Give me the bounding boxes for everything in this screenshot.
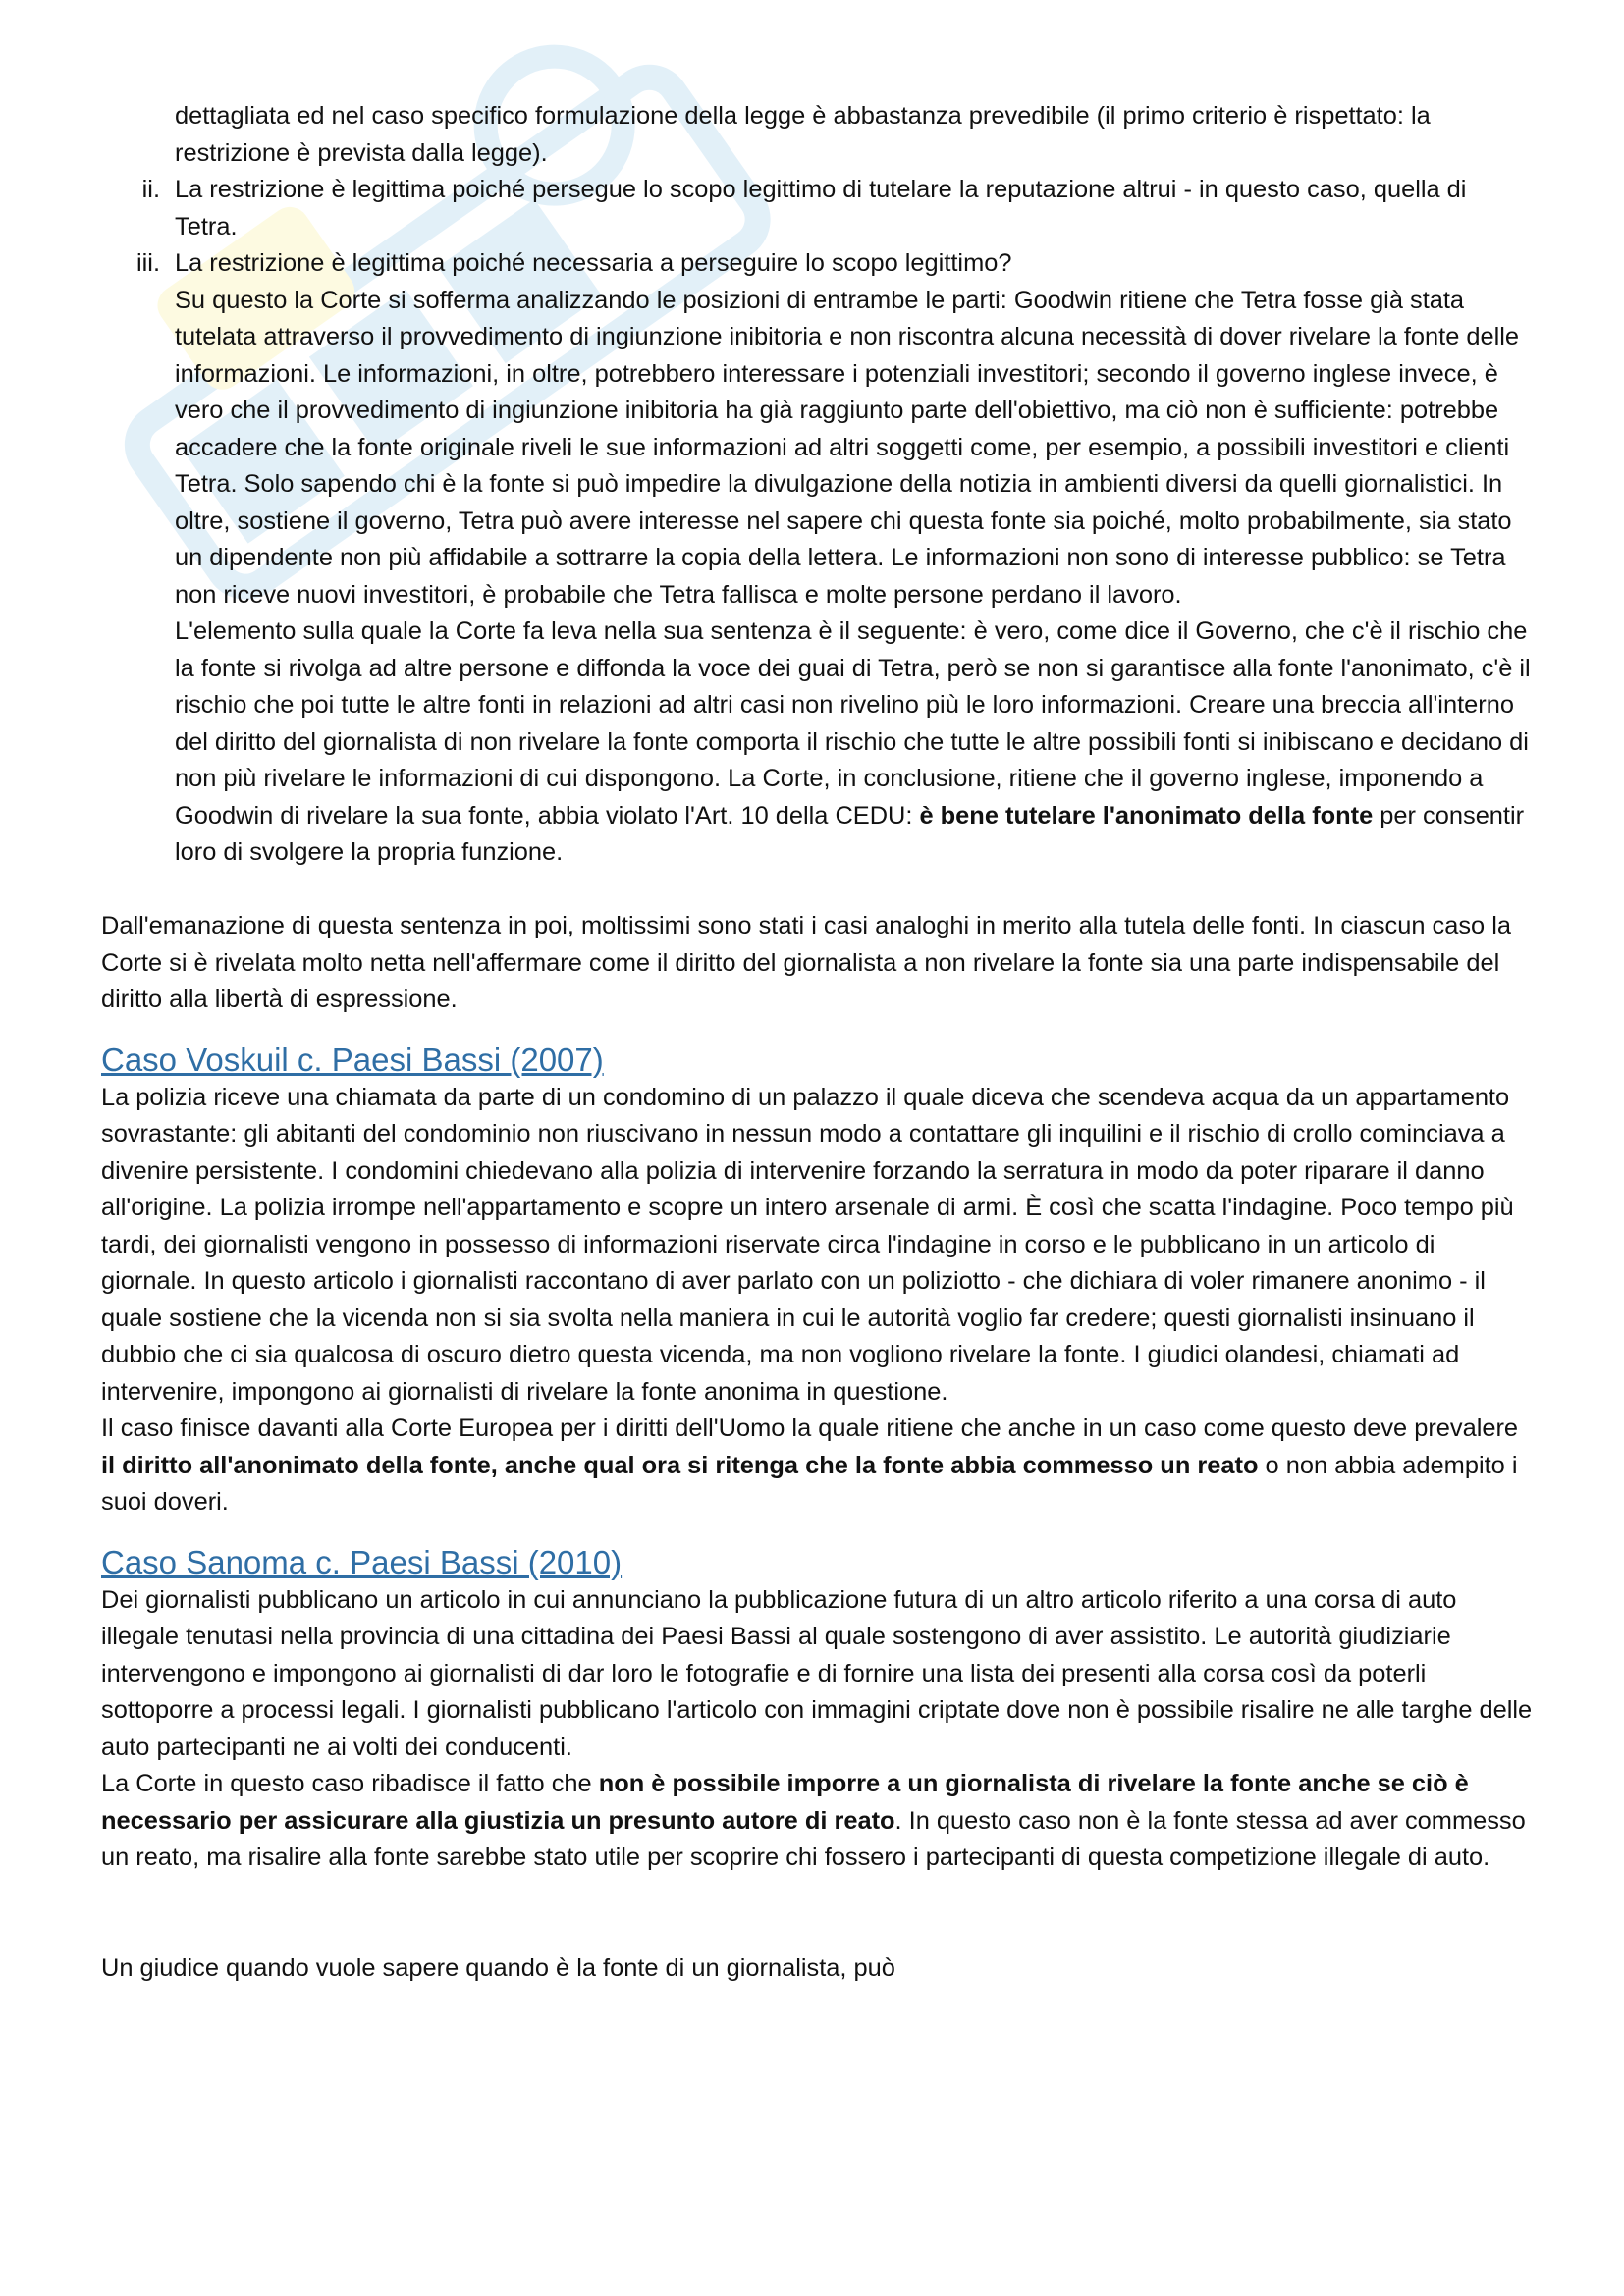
list-text: La restrizione è legittima poiché persegue lo scopo legittimo di tutelare la reputazione altrui - in questo caso, quella di Tetra. — [175, 176, 1467, 240]
closing-line: Un giudice quando vuole sapere quando è la fonte di un giornalista, può — [101, 1953, 895, 1982]
bold-statement: è bene tutelare l'anonimato della fonte — [919, 801, 1374, 829]
voskuil-paragraph-1: La polizia riceve una chiamata da parte di un condomino di un palazzo il quale diceva che scendeva acqua da un appartamento sovrastante: gli abitanti del condominio non riuscivano in nessun modo a contattare gli inquilini e il rischio di crollo cominciava a divenire persistente. I condomini chiedevano alla polizia di intervenire forzando la serratura in modo da poter riparare il danno all'origine. La polizia irrompe nell'appartamento e scopre un intero arsenale di armi. È così che scatta l'indagine. Poco tempo più tardi, dei giornalisti vengono in possesso di informazioni riservate circa l'indagine in corso e le pubblicano in un articolo di giornale. In questo articolo i giornalisti raccontano di aver parlato con un poliziotto - che dichiara di voler rimanere anonimo - il quale sostiene che la vicenda non si sia svolta nella maniera in cui le autorità voglio far credere; questi giornalisti insinuano il dubbio che ci sia qualcosa di oscuro dietro questa vicenda, ma non vogliono rivelare la fonte. I giudici olandesi, chiamati ad intervenire, impongono ai giornalisti di rivelare la fonte anonima in questione. — [101, 1083, 1514, 1406]
bold-statement: il diritto all'anonimato della fonte, anche qual ora si ritenga che la fonte abbia commesso un reato — [101, 1451, 1259, 1479]
text-segment: per consentir loro di svolgere la propria funzione. — [175, 801, 1525, 866]
text-segment: . In questo caso non è la fonte stessa ad aver commesso un reato, ma risalire alla fonte sarebbe stato utile per scoprire chi fossero i partecipanti di questa competizione illegale di auto. — [101, 1806, 1526, 1871]
list-number: iii. — [136, 249, 160, 277]
voskuil-paragraph-2 — [101, 1411, 1535, 1522]
sanoma-paragraph-1: Dei giornalisti pubblicano un articolo in cui annunciano la pubblicazione futura di un altro articolo riferito a una corsa di auto illegale tenutasi nella provincia di una cittadina dei Paesi Bassi al quale sostengono di aver assistito. Le autorità giudiziarie intervengono e impongono ai giornalisti di dar loro le fotografie e di fornire una lista dei presenti alla corsa così da poterli sottoporre a processi legali. I giornalisti pubblicano l'articolo con immagini criptate dove non è possibile risalire ne alle targhe delle auto partecipanti ne ai volti dei conducenti. — [101, 1585, 1533, 1761]
heading-sanoma: Caso Sanoma c. Paesi Bassi (2010) — [101, 1543, 623, 1580]
heading-voskuil: Caso Voskuil c. Paesi Bassi (2007) — [101, 1041, 604, 1078]
iii-paragraph-1: Su questo la Corte si sofferma analizzando le posizioni di entrambe le parti: Goodwin ritiene che Tetra fosse già stata tutelata attraverso il provvedimento di ingiunzione inibitoria e non riscontra alcuna necessità di dover rivelare la fonte delle informazioni. Le informazioni, in oltre, potrebbero interessare i potenziali investitori; secondo il governo inglese invece, è vero che il provvedimento di ingiunzione inibitoria ha già raggiunto parte dell'obiettivo, ma ciò non è sufficiente: potrebbe accadere che la fonte originale riveli le sue informazioni ad altri soggetti come, per esempio, a possibili investitori e clienti Tetra. Solo sapendo chi è la fonte si può impedire la divulgazione della notizia in ambienti diversi da quelli giornalistici. In oltre, sostiene il governo, Tetra può avere interesse nel sapere chi questa fonte sia poiché, molto probabilmente, sia stato un dipendente non più affidabile a sottrarre la copia della lettera. Le informazioni non sono di interesse pubblico: se Tetra non riceve nuovi investitori, è probabile che Tetra fallisca e molte persone perdano il lavoro. — [175, 286, 1520, 609]
bold-statement: non è possibile imporre a un giornalista di rivelare la fonte anche se ciò è necessario per assicurare alla giustizia un presunto autore di reato — [101, 1770, 1469, 1835]
list-text: La restrizione è legittima poiché necessaria a perseguire lo scopo legittimo? — [175, 249, 1012, 277]
document-page — [101, 98, 1535, 1987]
text-segment: Il caso finisce davanti alla Corte Europea per i diritti dell'Uomo la quale ritiene che anche in un caso come questo deve prevalere — [101, 1415, 1519, 1442]
intro-continuation: dettagliata ed nel caso specifico formulazione della legge è abbastanza prevedibile (il primo criterio è rispettato: la restrizione è prevista dalla legge). — [175, 102, 1431, 167]
list-number: ii. — [141, 176, 160, 203]
list-item-ii — [101, 172, 1535, 245]
text-segment: o non abbia adempito i suoi doveri. — [101, 1451, 1518, 1516]
text-segment: La Corte in questo caso ribadisce il fatto che — [101, 1770, 599, 1797]
summary-paragraph: Dall'emanazione di questa sentenza in poi, moltissimi sono stati i casi analoghi in merito alla tutela delle fonti. In ciascun caso la Corte si è rivelata molto netta nell'affermare come il diritto del giornalista a non rivelare la fonte sia una parte indispensabile del diritto alla libertà di espressione. — [101, 912, 1511, 1013]
text-segment: L'elemento sulla quale la Corte fa leva nella sua sentenza è il seguente: è vero, come dice il Governo, che c'è il rischio che la fonte si rivolga ad altre persone e diffonda la voce dei guai di Tetra, però se non si garantisce alla fonte l'anonimato, c'è il rischio che poi tutte le altre fonti in relazioni ad altri casi non rivelino più le loro informazioni. Creare una breccia all'interno del diritto del giornalista di non rivelare la fonte comporta il rischio che tutte le altre possibili fonti si inibiscano e decidano di non più rivelare le informazioni di cui dispongono. La Corte, in conclusione, ritiene che il governo inglese, imponendo a Goodwin di rivelare la sua fonte, abbia violato l'Art. 10 della CEDU: — [175, 617, 1531, 829]
list-item-iii — [101, 245, 1535, 283]
sanoma-paragraph-2 — [101, 1766, 1535, 1877]
iii-paragraph-2 — [101, 614, 1535, 872]
